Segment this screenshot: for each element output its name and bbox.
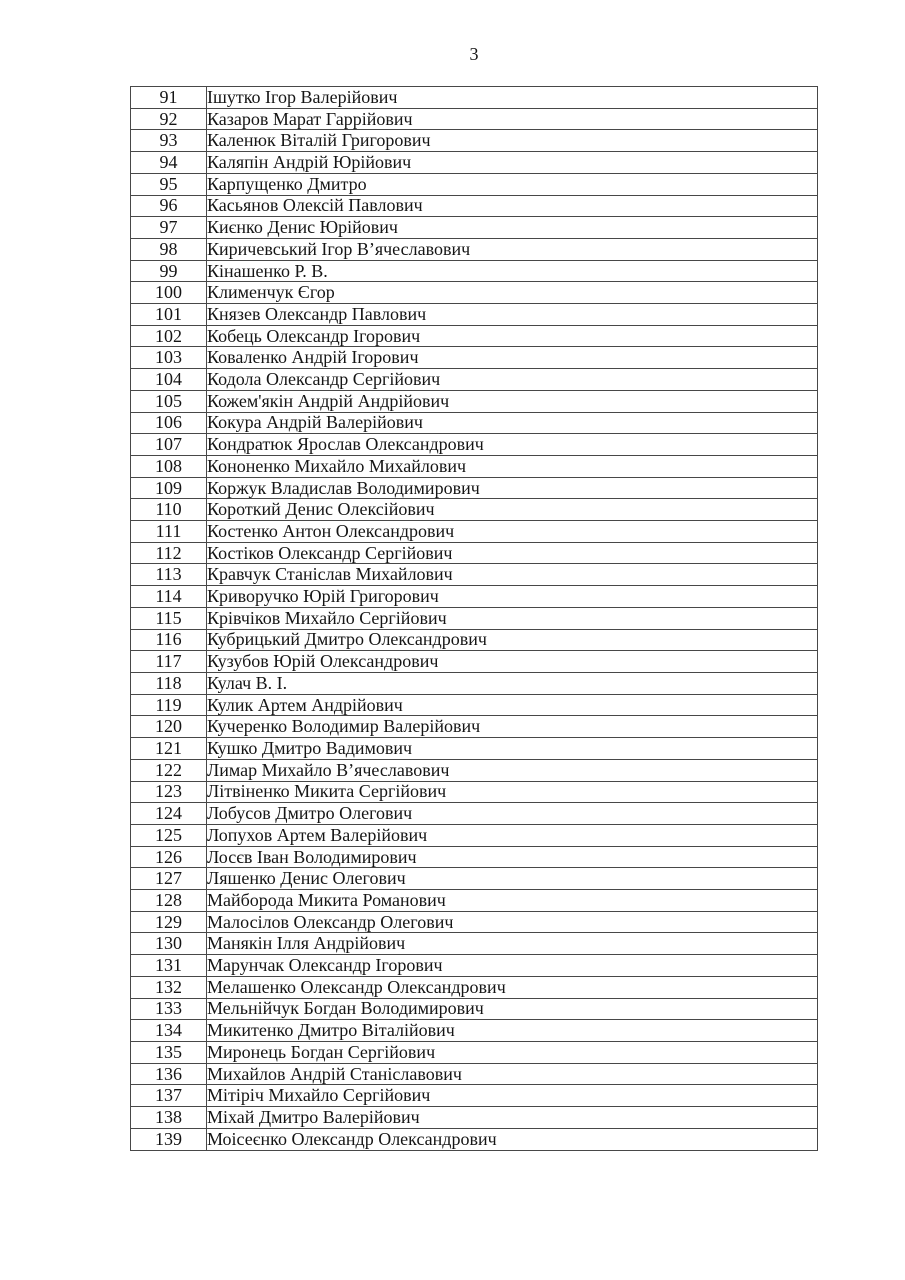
row-number-cell: 91 xyxy=(131,87,207,109)
name-cell: Кобець Олександр Ігорович xyxy=(207,325,818,347)
table-row xyxy=(131,173,818,195)
row-number-cell: 95 xyxy=(131,173,207,195)
table-row xyxy=(131,933,818,955)
row-number-cell: 116 xyxy=(131,629,207,651)
row-number-cell: 122 xyxy=(131,759,207,781)
table-row xyxy=(131,434,818,456)
row-number-cell: 138 xyxy=(131,1107,207,1129)
table-row xyxy=(131,217,818,239)
name-cell: Мелашенко Олександр Олександрович xyxy=(207,976,818,998)
table-row xyxy=(131,390,818,412)
table-row xyxy=(131,325,818,347)
name-cell: Ляшенко Денис Олегович xyxy=(207,868,818,890)
row-number-cell: 105 xyxy=(131,390,207,412)
name-cell: Марунчак Олександр Ігорович xyxy=(207,955,818,977)
row-number-cell: 92 xyxy=(131,108,207,130)
name-cell: Кінашенко Р. В. xyxy=(207,260,818,282)
row-number-cell: 103 xyxy=(131,347,207,369)
table-row xyxy=(131,976,818,998)
table-row xyxy=(131,629,818,651)
name-cell: Києнко Денис Юрійович xyxy=(207,217,818,239)
page-number: 3 xyxy=(469,44,479,64)
row-number-cell: 100 xyxy=(131,282,207,304)
row-number-cell: 119 xyxy=(131,694,207,716)
row-number-cell: 139 xyxy=(131,1128,207,1150)
table-row xyxy=(131,781,818,803)
table-row xyxy=(131,195,818,217)
row-number-cell: 126 xyxy=(131,846,207,868)
table-row xyxy=(131,260,818,282)
name-cell: Кондратюк Ярослав Олександрович xyxy=(207,434,818,456)
name-cell: Моісеєнко Олександр Олександрович xyxy=(207,1128,818,1150)
row-number-cell: 125 xyxy=(131,824,207,846)
row-number-cell: 109 xyxy=(131,477,207,499)
row-number-cell: 118 xyxy=(131,672,207,694)
table-row xyxy=(131,651,818,673)
row-number-cell: 107 xyxy=(131,434,207,456)
table-row xyxy=(131,412,818,434)
name-cell: Кононенко Михайло Михайлович xyxy=(207,455,818,477)
name-cell: Клименчук Єгор xyxy=(207,282,818,304)
row-number-cell: 117 xyxy=(131,651,207,673)
table-row xyxy=(131,521,818,543)
name-cell: Манякін Ілля Андрійович xyxy=(207,933,818,955)
table-row xyxy=(131,108,818,130)
name-cell: Коваленко Андрій Ігорович xyxy=(207,347,818,369)
table-row xyxy=(131,738,818,760)
row-number-cell: 121 xyxy=(131,738,207,760)
name-cell: Кучеренко Володимир Валерійович xyxy=(207,716,818,738)
table-row xyxy=(131,542,818,564)
table-row xyxy=(131,1063,818,1085)
table-row xyxy=(131,998,818,1020)
row-number-cell: 112 xyxy=(131,542,207,564)
table-row xyxy=(131,672,818,694)
name-cell: Лимар Михайло В’ячеславович xyxy=(207,759,818,781)
table-row xyxy=(131,282,818,304)
table-row xyxy=(131,455,818,477)
table-row xyxy=(131,694,818,716)
row-number-cell: 120 xyxy=(131,716,207,738)
row-number-cell: 136 xyxy=(131,1063,207,1085)
table-row xyxy=(131,238,818,260)
table-row xyxy=(131,87,818,109)
table-row xyxy=(131,716,818,738)
table-row xyxy=(131,1041,818,1063)
name-cell: Кушко Дмитро Вадимович xyxy=(207,738,818,760)
row-number-cell: 93 xyxy=(131,130,207,152)
name-cell: Літвіненко Микита Сергійович xyxy=(207,781,818,803)
name-cell: Коржук Владислав Володимирович xyxy=(207,477,818,499)
name-cell: Мельнійчук Богдан Володимирович xyxy=(207,998,818,1020)
row-number-cell: 115 xyxy=(131,607,207,629)
name-cell: Киричевський Ігор В’ячеславович xyxy=(207,238,818,260)
row-number-cell: 137 xyxy=(131,1085,207,1107)
table-row xyxy=(131,564,818,586)
name-cell: Касьянов Олексій Павлович xyxy=(207,195,818,217)
row-number-cell: 94 xyxy=(131,152,207,174)
table-row xyxy=(131,890,818,912)
row-number-cell: 104 xyxy=(131,369,207,391)
name-cell: Миронець Богдан Сергійович xyxy=(207,1041,818,1063)
name-cell: Ішутко Ігор Валерійович xyxy=(207,87,818,109)
table-row xyxy=(131,955,818,977)
name-cell: Криворучко Юрій Григорович xyxy=(207,586,818,608)
name-cell: Майборода Микита Романович xyxy=(207,890,818,912)
table-row xyxy=(131,1085,818,1107)
row-number-cell: 129 xyxy=(131,911,207,933)
name-cell: Лосєв Іван Володимирович xyxy=(207,846,818,868)
table-row xyxy=(131,586,818,608)
row-number-cell: 96 xyxy=(131,195,207,217)
table-row xyxy=(131,868,818,890)
row-number-cell: 98 xyxy=(131,238,207,260)
table-row xyxy=(131,152,818,174)
row-number-cell: 128 xyxy=(131,890,207,912)
names-table-body xyxy=(131,87,818,1151)
row-number-cell: 131 xyxy=(131,955,207,977)
name-cell: Кузубов Юрій Олександрович xyxy=(207,651,818,673)
row-number-cell: 134 xyxy=(131,1020,207,1042)
table-row xyxy=(131,846,818,868)
name-cell: Карпущенко Дмитро xyxy=(207,173,818,195)
row-number-cell: 101 xyxy=(131,304,207,326)
row-number-cell: 133 xyxy=(131,998,207,1020)
name-cell: Костенко Антон Олександрович xyxy=(207,521,818,543)
name-cell: Лобусов Дмитро Олегович xyxy=(207,803,818,825)
row-number-cell: 124 xyxy=(131,803,207,825)
name-cell: Князев Олександр Павлович xyxy=(207,304,818,326)
row-number-cell: 123 xyxy=(131,781,207,803)
name-cell: Кулач В. І. xyxy=(207,672,818,694)
table-row xyxy=(131,1020,818,1042)
row-number-cell: 135 xyxy=(131,1041,207,1063)
name-cell: Казаров Марат Гаррійович xyxy=(207,108,818,130)
name-cell: Кубрицький Дмитро Олександрович xyxy=(207,629,818,651)
name-cell: Кравчук Станіслав Михайлович xyxy=(207,564,818,586)
row-number-cell: 99 xyxy=(131,260,207,282)
name-cell: Костіков Олександр Сергійович xyxy=(207,542,818,564)
row-number-cell: 132 xyxy=(131,976,207,998)
row-number-cell: 114 xyxy=(131,586,207,608)
table-row xyxy=(131,304,818,326)
name-cell: Короткий Денис Олексійович xyxy=(207,499,818,521)
table-row xyxy=(131,369,818,391)
name-cell: Лопухов Артем Валерійович xyxy=(207,824,818,846)
row-number-cell: 113 xyxy=(131,564,207,586)
table-row xyxy=(131,499,818,521)
name-cell: Мітіріч Михайло Сергійович xyxy=(207,1085,818,1107)
table-row xyxy=(131,130,818,152)
name-cell: Каленюк Віталій Григорович xyxy=(207,130,818,152)
row-number-cell: 110 xyxy=(131,499,207,521)
row-number-cell: 102 xyxy=(131,325,207,347)
name-cell: Михайлов Андрій Станіславович xyxy=(207,1063,818,1085)
name-cell: Каляпін Андрій Юрійович xyxy=(207,152,818,174)
name-cell: Кокура Андрій Валерійович xyxy=(207,412,818,434)
table-row xyxy=(131,803,818,825)
name-cell: Крівчіков Михайло Сергійович xyxy=(207,607,818,629)
table-row xyxy=(131,759,818,781)
row-number-cell: 97 xyxy=(131,217,207,239)
name-cell: Міхай Дмитро Валерійович xyxy=(207,1107,818,1129)
table-row xyxy=(131,347,818,369)
name-cell: Кожем'якін Андрій Андрійович xyxy=(207,390,818,412)
name-cell: Кодола Олександр Сергійович xyxy=(207,369,818,391)
table-row xyxy=(131,1107,818,1129)
table-row xyxy=(131,477,818,499)
row-number-cell: 127 xyxy=(131,868,207,890)
row-number-cell: 130 xyxy=(131,933,207,955)
name-cell: Малосілов Олександр Олегович xyxy=(207,911,818,933)
name-cell: Микитенко Дмитро Віталійович xyxy=(207,1020,818,1042)
table-row xyxy=(131,824,818,846)
row-number-cell: 106 xyxy=(131,412,207,434)
table-row xyxy=(131,1128,818,1150)
row-number-cell: 108 xyxy=(131,455,207,477)
name-cell: Кулик Артем Андрійович xyxy=(207,694,818,716)
table-row xyxy=(131,911,818,933)
row-number-cell: 111 xyxy=(131,521,207,543)
table-row xyxy=(131,607,818,629)
names-table xyxy=(130,86,818,1151)
